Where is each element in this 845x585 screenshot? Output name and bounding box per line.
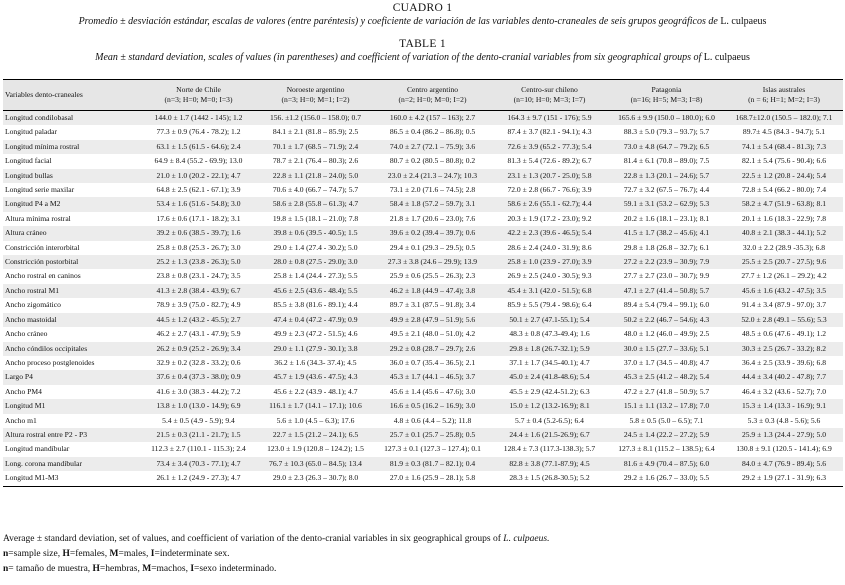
- table-cell: 29.0 ± 2.3 (26.3 – 30.7); 8.0: [272, 473, 359, 483]
- row-label: Ancho PM4: [5, 386, 42, 396]
- row-label: Altura mínima rostral: [5, 213, 71, 223]
- table-cell: 76.7 ± 10.3 (65.0 – 84.5); 13.4: [269, 458, 362, 468]
- table-cell: 41.3 ± 2.8 (38.4 - 43.9); 6.7: [156, 285, 241, 295]
- row-label: Ancho cráneo: [5, 329, 48, 339]
- table-cell: 78.9 ± 3.9 (75.0 - 82.7); 4.9: [156, 300, 241, 310]
- table-cell: 49.9 ± 2.3 (47.2 - 51.5); 4.6: [273, 329, 358, 339]
- table-cell: 165.6 ± 9.9 (150.0 – 180.0); 6.0: [618, 113, 715, 122]
- table-cell: 47.4 ± 0.4 (47.2 - 47.9); 0.9: [273, 314, 358, 324]
- legend-text-i: =sexo indeterminado.: [194, 564, 277, 574]
- table-cell: 25.9 ± 0.6 (25.5 – 26.3); 2.3: [389, 271, 476, 281]
- table-cell: 45.3 ± 1.7 (44.1 – 46.5); 3.7: [389, 372, 476, 382]
- row-label: Ancho rostral M1: [5, 285, 59, 295]
- table-cell: 63.1 ± 1.5 (61.5 - 64.6); 2.4: [156, 141, 241, 151]
- table-cell: 28.6 ± 2.4 (24.0 - 31.9); 8.6: [507, 242, 592, 252]
- table-cell: 25.9 ± 1.3 (24.4 - 27.9); 5.0: [741, 429, 827, 439]
- legend-spanish: [3, 564, 276, 574]
- row-label: Long. corona mandíbular: [5, 458, 82, 468]
- table-cell: 74.0 ± 2.7 (72.1 – 75.9); 3.6: [389, 141, 476, 151]
- table-cell: 45.0 ± 2.4 (41.8-48.6); 5.4: [509, 372, 590, 382]
- table-cell: 89.7± 4.5 (84.3 - 94.7); 5.1: [742, 127, 826, 137]
- table-cell: 72.7 ± 3.2 (67.5 – 76.7); 4.4: [623, 185, 710, 195]
- table-cell: 44.4 ± 3.4 (40.2 - 47.8); 7.7: [741, 372, 827, 382]
- table-cell: 130.8 ± 9.1 (120.5 - 141.4); 6.9: [736, 444, 832, 454]
- table-cell: 40.8 ± 2.1 (38.3 - 44.1); 5.2: [741, 228, 827, 238]
- table-cell: 25.8 ± 0.8 (25.3 - 26.7); 3.0: [156, 242, 241, 252]
- table-cell: 49.5 ± 2.1 (48.0 – 51.0); 4.2: [389, 329, 476, 339]
- column-header: [725, 80, 843, 111]
- table-cell: 4.8 ± 0.6 (4.4 – 5.2); 11.8: [393, 415, 472, 425]
- table-cell: 22.7 ± 1.5 (21.2 – 24.1); 6.5: [272, 429, 359, 439]
- table-cell: 19.8 ± 1.5 (18.1 – 21.0); 7.8: [272, 213, 359, 223]
- footnote-species: L. culpaeus.: [503, 534, 550, 544]
- table-cell: 128.4 ± 7.3 (117.3-138.3); 5.7: [503, 444, 596, 454]
- table-body: [3, 111, 843, 487]
- table-cell: 32.9 ± 0.2 (32.8 - 33.2); 0.6: [156, 357, 241, 367]
- table-cell: 21.0 ± 1.0 (20.2 - 22.1); 4.7: [156, 170, 241, 180]
- column-name: Centro argentino: [406, 85, 459, 94]
- table-cell: 27.3 ± 3.8 (24.6 – 29.9); 13.9: [387, 257, 478, 267]
- table-cell: 39.8 ± 0.6 (39.5 - 40.5); 1.5: [273, 228, 358, 238]
- table-cell: 37.6 ± 0.4 (37.3 - 38.0); 0.9: [156, 372, 241, 382]
- table-cell: 84.1 ± 2.1 (81.8 – 85.9); 2.5: [272, 127, 359, 137]
- table-cell: 26.2 ± 0.9 (25.2 - 26.9); 3.4: [156, 343, 241, 353]
- table-cell: 39.6 ± 0.2 (39.4 – 39.7); 0.6: [389, 228, 476, 238]
- row-label: Longitud P4 a M2: [5, 199, 61, 209]
- table-row: [3, 269, 843, 283]
- row-label: Longitud paladar: [5, 127, 58, 137]
- row-label: Largo P4: [5, 372, 33, 382]
- table-cell: 26.9 ± 2.5 (24.0 - 30.5); 9.3: [507, 271, 592, 281]
- table-cell: 73.0 ± 4.8 (64.7 – 79.2); 6.5: [623, 141, 710, 151]
- table-row: [3, 385, 843, 399]
- table-row: [3, 399, 843, 413]
- table-cell: 36.0 ± 0.7 (35.4 – 36.5); 2.1: [389, 357, 476, 367]
- table-cell: 78.7 ± 2.1 (76.4 – 80.3); 2.6: [272, 156, 359, 166]
- table-cell: 74.1 ± 5.4 (68.4 - 81.3); 7.3: [741, 141, 827, 151]
- table-cell: 36.4 ± 2.5 (33.9 - 39.6); 6.8: [741, 357, 827, 367]
- table-cell: 112.3 ± 2.7 (110.1 - 115.3); 2.4: [151, 444, 246, 454]
- table-cell: 48.3 ± 0.8 (47.3-49.4); 1.6: [509, 329, 590, 339]
- table-cell: 89.7 ± 3.1 (87.5 – 91.8); 3.4: [389, 300, 476, 310]
- table-cell: 36.2 ± 1.6 (34.3- 37.4); 4.5: [274, 357, 357, 367]
- column-header: [257, 80, 374, 111]
- table-cell: 5.4 ± 0.5 (4.9 - 5.9); 9.4: [162, 415, 235, 425]
- table-row: [3, 457, 843, 471]
- row-label: Longitud M1: [5, 401, 46, 411]
- table-cell: 87.4 ± 3.7 (82.1 - 94.1); 4.3: [507, 127, 592, 137]
- table-header-row: [3, 80, 843, 111]
- corner-header: Variables dento-craneales: [5, 90, 83, 99]
- table-cell: 50.1 ± 2.7 (47.1-55.1); 5.4: [509, 314, 590, 324]
- table-cell: 30.0 ± 1.5 (27.7 – 33.6); 5.1: [623, 343, 710, 353]
- row-label: Longitud mandíbular: [5, 444, 70, 454]
- table-row: [3, 241, 843, 255]
- table-cell: 27.2 ± 2.2 (23.9 – 30.9); 7.9: [623, 257, 710, 267]
- table-cell: 80.7 ± 0.2 (80.5 – 80.8); 0.2: [389, 156, 476, 166]
- table-row: [3, 125, 843, 139]
- row-label: Ancho rostral en caninos: [5, 271, 81, 281]
- table-cell: 29.2 ± 1.6 (26.7 – 33.0); 5.5: [623, 473, 710, 483]
- table-cell: 44.5 ± 1.2 (43.2 - 45.5); 2.7: [156, 314, 241, 324]
- table-row: [3, 183, 843, 197]
- table-cell: 84.0 ± 4.7 (76.9 - 89.4); 5.6: [741, 458, 827, 468]
- table-cell: 58.2 ± 4.7 (51.9 - 63.8); 8.1: [741, 199, 827, 209]
- legend-text-h: =females,: [69, 549, 108, 559]
- row-label: Longitud M1-M3: [5, 473, 59, 483]
- column-header: [140, 80, 257, 111]
- legend-text-i: =indeterminate sex.: [154, 549, 230, 559]
- table-cell: 45.6 ± 2.5 (43.6 - 48.4); 5.5: [273, 285, 358, 295]
- table-cell: 70.1 ± 1.7 (68.5 – 71.9); 2.4: [272, 141, 359, 151]
- table-cell: 29.0 ± 1.4 (27.4 - 30.2); 5.0: [273, 242, 358, 252]
- table-cell: 48.5 ± 0.6 (47.6 - 49.1); 1.2: [741, 329, 827, 339]
- table-cell: 123.0 ± 1.9 (120.8 – 124.2); 1.5: [267, 444, 364, 454]
- table-cell: 29.2 ± 0.8 (28.7 – 29.7); 2.6: [389, 343, 476, 353]
- table-row: [3, 313, 843, 327]
- table-cell: 50.2 ± 2.2 (46.7 – 54.6); 4.3: [623, 314, 710, 324]
- row-label: Ancho zigomático: [5, 300, 61, 310]
- table-cell: 73.1 ± 2.0 (71.6 – 74.5); 2.8: [389, 185, 476, 195]
- table-row: [3, 414, 843, 428]
- column-name: Islas australes: [762, 85, 806, 94]
- table-cell: 58.6 ± 2.6 (55.1 - 62.7); 4.4: [507, 199, 592, 209]
- table-cell: 37.1 ± 1.7 (34.5-40.1); 4.7: [509, 357, 590, 367]
- legend-key-m: M: [142, 564, 152, 574]
- table-cell: 24.4 ± 1.6 (21.5-26.9); 6.7: [509, 429, 590, 439]
- column-name: Patagonia: [651, 85, 682, 94]
- table-cell: 21.8 ± 1.7 (20.6 – 23.0); 7.6: [389, 213, 476, 223]
- table-cell: 25.2 ± 1.3 (23.8 - 26.3); 5.0: [156, 257, 241, 267]
- legend-key-n: n: [3, 549, 9, 559]
- table-cell: 15.1 ± 1.1 (13.2 – 17.8); 7.0: [623, 401, 710, 411]
- row-label: Altura cráneo: [5, 228, 47, 238]
- legend-key-n: n: [3, 564, 9, 574]
- table-row: [3, 471, 843, 486]
- table-cell: 20.2 ± 1.6 (18.1 – 23.1); 8.1: [623, 213, 710, 223]
- table-cell: 25.8 ± 1.0 (23.9 - 27.0); 3.9: [507, 257, 592, 267]
- data-table: [3, 79, 843, 487]
- table-cell: 70.6 ± 4.0 (66.7 – 74.7); 5.7: [272, 185, 359, 195]
- table-cell: 81.9 ± 0.3 (81.7 – 82.1); 0.4: [389, 458, 476, 468]
- row-label: Longitud condilobasal: [5, 113, 74, 122]
- table-cell: 25.7 ± 0.1 (25.7 – 25.8); 0.5: [389, 429, 476, 439]
- table-cell: 15.3 ± 1.4 (13.3 - 16.9); 9.1: [741, 401, 827, 411]
- table-cell: 91.4 ± 3.4 (87.9 - 97.0); 3.7: [741, 300, 827, 310]
- table-cell: 46.2 ± 1.8 (44.9 – 47.4); 3.8: [389, 285, 476, 295]
- legend-key-h: H: [62, 549, 70, 559]
- row-label: Longitud mínima rostral: [5, 141, 80, 151]
- table-cell: 25.8 ± 1.4 (24.4 - 27.3); 5.5: [273, 271, 358, 281]
- table-cell: 45.6 ± 1.6 (43.2 - 47.5); 3.5: [741, 285, 827, 295]
- table-row: [3, 212, 843, 226]
- table-row: [3, 284, 843, 298]
- table-cell: 45.3 ± 2.5 (41.2 – 48.2); 5.4: [623, 372, 710, 382]
- table-cell: 82.8 ± 3.8 (77.1-87.9); 4.5: [509, 458, 590, 468]
- table-cell: 85.9 ± 5.5 (79.4 - 98.6); 6.4: [507, 300, 592, 310]
- table-cell: 39.2 ± 0.6 (38.5 - 39.7); 1.6: [156, 228, 241, 238]
- row-label: Constricción postorbital: [5, 257, 79, 267]
- legend-key-m: M: [109, 549, 119, 559]
- table-cell: 49.9 ± 2.8 (47.9 – 51.9); 5.6: [389, 314, 476, 324]
- row-label: Ancho m1: [5, 415, 37, 425]
- table-cell: 21.5 ± 0.3 (21.1 - 21.7); 1.5: [156, 429, 241, 439]
- table-cell: 22.5 ± 1.2 (20.8 - 24.4); 5.4: [741, 170, 827, 180]
- legend-key-i: I: [190, 564, 195, 574]
- table-cell: 29.0 ± 1.1 (27.9 - 30.1); 3.8: [273, 343, 358, 353]
- column-sample: (n=16; H=5; M=3; I=8): [630, 95, 703, 104]
- table-row: [3, 327, 843, 341]
- row-label: Ancho cóndilos occipitales: [5, 343, 88, 353]
- table-cell: 41.5 ± 1.7 (38.2 – 45.6); 4.1: [623, 228, 710, 238]
- table-cell: 45.6 ± 2.2 (43.9 - 48.1); 4.7: [273, 386, 358, 396]
- table-cell: 41.6 ± 3.0 (38.3 - 44.2); 7.2: [156, 386, 241, 396]
- table-cell: 20.1 ± 1.6 (18.3 - 22.9); 7.8: [741, 213, 827, 223]
- row-label: Longitud facial: [5, 156, 52, 166]
- table-cell: 81.3 ± 5.4 (72.6 - 89.2); 6.7: [507, 156, 592, 166]
- legend-text-h: =hembras,: [99, 564, 140, 574]
- table-cell: 64.9 ± 8.4 (55.2 - 69.9); 13.0: [154, 156, 243, 166]
- table-cell: 86.5 ± 0.4 (86.2 – 86.8); 0.5: [389, 127, 476, 137]
- row-label: Longitud bullas: [5, 170, 53, 180]
- table-cell: 23.8 ± 0.8 (23.1 - 24.7); 3.5: [156, 271, 241, 281]
- table-cell: 72.0 ± 2.8 (66.7 - 76.6); 3.9: [507, 185, 592, 195]
- table-cell: 45.5 ± 2.9 (42.4-51.2); 6.3: [509, 386, 590, 396]
- table-cell: 58.4 ± 1.8 (57.2 – 59.7); 3.1: [389, 199, 476, 209]
- table-cell: 88.3 ± 5.0 (79.3 – 93.7); 5.7: [623, 127, 710, 137]
- table-cell: 58.6 ± 2.8 (55.8 – 61.3); 4.7: [272, 199, 359, 209]
- table-cell: 23.0 ± 2.4 (21.3 – 24.7); 10.3: [387, 170, 478, 180]
- column-header: [374, 80, 491, 111]
- table-row: [3, 226, 843, 240]
- table-cell: 47.1 ± 2.7 (41.4 – 50.8); 5.7: [623, 285, 710, 295]
- row-label: Longitud serie maxilar: [5, 185, 75, 195]
- table-cell: 168.7±12.0 (150.5 – 182.0); 7.1: [735, 113, 833, 122]
- row-label: Constricción interorbital: [5, 242, 80, 252]
- table-cell: 116.1 ± 1.7 (14.1 – 17.1); 10.6: [269, 401, 362, 411]
- table-cell: 59.1 ± 3.1 (53.2 – 62.9); 5.3: [623, 199, 710, 209]
- table-cell: 52.0 ± 2.8 (49.1 – 55.6); 5.3: [741, 314, 827, 324]
- table-cell: 82.1 ± 5.4 (75.6 - 90.4); 6.6: [741, 156, 827, 166]
- table-cell: 127.3 ± 8.1 (115.2 – 138.5); 6.4: [618, 444, 715, 454]
- species-name-es: L. culpaeus: [720, 16, 767, 27]
- table-cell: 48.0 ± 1.2 (46.0 – 49.9); 2.5: [623, 329, 710, 339]
- table-cell: 27.7 ± 1.2 (26.1 – 29.2); 4.2: [741, 271, 827, 281]
- column-sample: (n=3; H=0; M=0; I=3): [164, 95, 233, 104]
- table-subtitle-es: [0, 16, 845, 27]
- table-cell: 25.5 ± 2.5 (20.7 - 27.5); 9.6: [741, 257, 827, 267]
- table-row: [3, 298, 843, 312]
- legend-key-i: I: [150, 549, 155, 559]
- column-sample: (n = 6; H=1; M=2; I=3): [748, 95, 820, 104]
- row-label: Ancho proceso postglenoides: [5, 357, 95, 367]
- table-row: [3, 111, 843, 126]
- table-cell: 23.1 ± 1.3 (20.7 - 25.0); 5.8: [507, 170, 592, 180]
- table-cell: 46.2 ± 2.7 (43.1 - 47.9); 5.9: [156, 329, 241, 339]
- table-cell: 5.7 ± 0.4 (5.2-6.5); 6.4: [515, 415, 584, 425]
- table-row: [3, 342, 843, 356]
- table-cell: 127.3 ± 0.1 (127.3 – 127.4); 0.1: [384, 444, 481, 454]
- table-cell: 81.6 ± 4.9 (70.4 – 87.5); 6.0: [623, 458, 710, 468]
- table-cell: 26.1 ± 1.2 (24.9 - 27.3); 4.7: [156, 473, 241, 483]
- table-cell: 15.0 ± 1.2 (13.2-16.9); 8.1: [509, 401, 590, 411]
- table-cell: 53.4 ± 1.6 (51.6 - 54.8); 3.0: [156, 199, 241, 209]
- table-cell: 85.5 ± 3.8 (81.6 - 89.1); 4.4: [273, 300, 358, 310]
- table-title-en: TABLE 1: [399, 38, 446, 50]
- table-cell: 29.2 ± 1.9 (27.1 - 31.9); 6.3: [741, 473, 827, 483]
- legend-key-h: H: [92, 564, 100, 574]
- table-cell: 17.6 ± 0.6 (17.1 - 18.2); 3.1: [156, 213, 241, 223]
- table-cell: 29.8 ± 1.8 (26.8 – 32.7); 6.1: [623, 242, 710, 252]
- table-cell: 160.0 ± 4.2 (157 – 163); 2.7: [389, 113, 476, 122]
- table-cell: 5.3 ± 0.3 (4.8 - 5.6); 5.6: [747, 415, 821, 425]
- table-cell: 20.3 ± 1.9 (17.2 - 23.0); 9.2: [507, 213, 592, 223]
- column-sample: (n=2; H=0; M=0; I=2): [398, 95, 467, 104]
- table-cell: 29.8 ± 1.8 (26.7-32.1); 5.9: [509, 343, 590, 353]
- species-name-en: L. culpaeus: [703, 52, 750, 63]
- column-name: Noroeste argentino: [286, 85, 345, 94]
- table-cell: 45.4 ± 3.1 (42.0 - 51.5); 6.8: [507, 285, 592, 295]
- subtitle-es-text: Promedio ± desviación estándar, escalas de valores (entre paréntesis) y coeficiente de variación de las variables dento-craneales de seis grupos geográficos de: [78, 16, 718, 27]
- table-row: [3, 255, 843, 269]
- table-subtitle-en: [0, 52, 845, 63]
- column-header: [491, 80, 608, 111]
- table-row: [3, 428, 843, 442]
- footnote-english-text: Average ± standard deviation, set of values, and coefficient of variation of the dento-cranial variables in six geographical groups of: [3, 534, 501, 544]
- column-name: Norte de Chile: [176, 85, 221, 94]
- legend-text-m: =machos,: [151, 564, 188, 574]
- column-name: Centro-sur chileno: [521, 85, 578, 94]
- table-cell: 42.2 ± 2.3 (39.6 - 46.5); 5.4: [507, 228, 592, 238]
- table-cell: 144.0 ± 1.7 (1442 - 145); 1.2: [154, 113, 243, 122]
- table-row: [3, 442, 843, 456]
- table-cell: 45.6 ± 1.4 (45.6 – 47.6); 3.0: [389, 386, 476, 396]
- footnote-english: [3, 534, 549, 544]
- table-cell: 37.0 ± 1.7 (34.5 – 40.8); 4.7: [623, 357, 710, 367]
- legend-english: [3, 549, 229, 559]
- table-cell: 22.8 ± 1.3 (20.1 – 24.6); 5.7: [623, 170, 710, 180]
- table-cell: 5.6 ± 1.0 (4.5 – 6.3); 17.6: [276, 415, 355, 425]
- table-cell: 27.7 ± 2.7 (23.0 – 30.7); 9.9: [623, 271, 710, 281]
- table-cell: 73.4 ± 3.4 (70.3 - 77.1); 4.7: [156, 458, 241, 468]
- table-row: [3, 169, 843, 183]
- table-cell: 28.0 ± 0.8 (27.5 - 29.0); 3.0: [273, 257, 358, 267]
- table-cell: 46.4 ± 3.2 (43.6 - 52.7); 7.0: [741, 386, 827, 396]
- legend-text-m: =males,: [118, 549, 149, 559]
- table-row: [3, 356, 843, 370]
- row-label: Ancho mastoidal: [5, 314, 57, 324]
- column-sample: (n=3; H=0; M=1; I=2): [281, 95, 350, 104]
- table-cell: 72.8 ± 5.4 (66.2 - 80.0); 7.4: [741, 185, 827, 195]
- table-cell: 22.8 ± 1.1 (21.8 – 24.0); 5.0: [272, 170, 359, 180]
- table-cell: 5.8 ± 0.5 (5.0 – 6.5); 7.1: [629, 415, 704, 425]
- table-cell: 30.3 ± 2.5 (26.7 - 33.2); 8.2: [741, 343, 827, 353]
- table-cell: 156. ±1.2 (156.0 – 158.0); 0.7: [269, 113, 362, 122]
- table-cell: 27.0 ± 1.6 (25.9 – 28.1); 5.8: [389, 473, 476, 483]
- table-row: [3, 140, 843, 154]
- table-cell: 16.6 ± 0.5 (16.2 – 16.9); 3.0: [389, 401, 476, 411]
- table-cell: 77.3 ± 0.9 (76.4 - 78.2); 1.2: [156, 127, 241, 137]
- table-cell: 28.3 ± 1.5 (26.8-30.5); 5.2: [509, 473, 590, 483]
- table-cell: 89.4 ± 5.4 (79.4 – 99.1); 6.0: [623, 300, 710, 310]
- column-header: [608, 80, 725, 111]
- table-title-es: CUADRO 1: [392, 2, 453, 14]
- table-cell: 24.5 ± 1.4 (22.2 – 27.2); 5.9: [623, 429, 710, 439]
- table-cell: 29.4 ± 0.1 (29.3 – 29.5); 0.5: [389, 242, 476, 252]
- table-cell: 47.2 ± 2.7 (41.8 – 50.9); 5.7: [623, 386, 710, 396]
- subtitle-en-text: Mean ± standard deviation, scales of values (in parentheses) and coefficient of variation of the dento-cranial variables from six geographical groups of: [95, 52, 702, 63]
- table-row: [3, 154, 843, 168]
- table-cell: 164.3 ± 9.7 (151 - 176); 5.9: [507, 113, 592, 122]
- legend-text-n: =sample size,: [8, 549, 61, 559]
- legend-text-n: = tamaño de muestra,: [8, 564, 91, 574]
- table-cell: 45.7 ± 1.9 (43.6 - 47.5); 4.3: [273, 372, 358, 382]
- table-cell: 64.8 ± 2.5 (62.1 - 67.1); 3.9: [156, 185, 241, 195]
- table-cell: 81.4 ± 6.1 (70.8 – 89.0); 7.5: [623, 156, 710, 166]
- table-cell: 72.6 ± 3.9 (65.2 - 77.3); 5.4: [507, 141, 592, 151]
- table-cell: 13.8 ± 1.0 (13.0 - 14.9); 6.9: [156, 401, 241, 411]
- table-row: [3, 197, 843, 211]
- row-label: Altura rostral entre P2 - P3: [5, 429, 88, 439]
- table-cell: 32.0 ± 2.2 (28.9 -35.3); 6.8: [742, 242, 826, 252]
- table-row: [3, 370, 843, 384]
- column-sample: (n=10; H=0; M=3; I=7): [513, 95, 586, 104]
